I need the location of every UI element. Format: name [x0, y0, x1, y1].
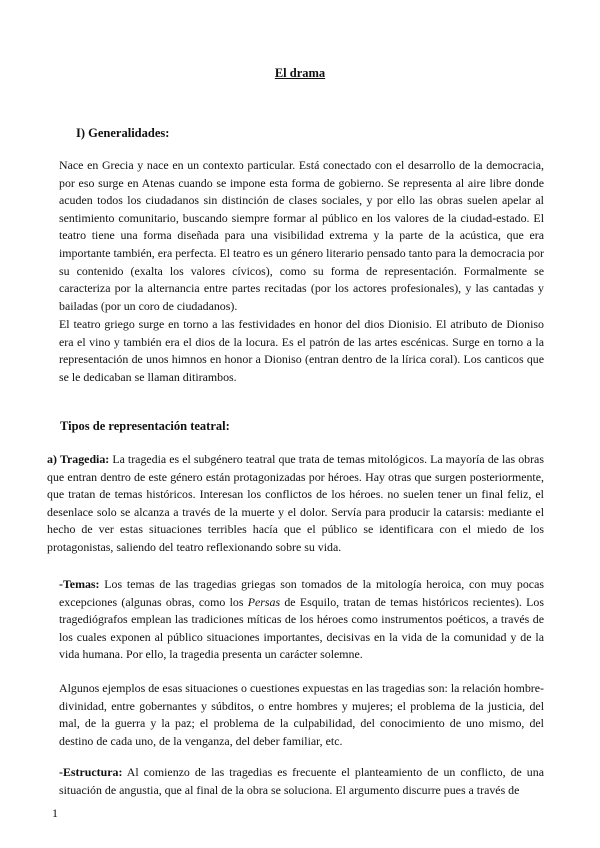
section-heading-generalidades: I) Generalidades:: [76, 126, 170, 140]
list-marker: a): [47, 452, 57, 466]
estructura-text: Al comienzo de las tragedias es frecuente el planteamiento de un conflicto, de una situación de angustia, que al final de la obra se soluciona. El argumento discurre pues a través de: [59, 765, 544, 797]
temas-text-1: Los temas de las tragedias griegas son tomados de la mitología heroica, con muy pocas excepciones (algunas obras, como los: [59, 577, 544, 609]
list-item-tragedia: [47, 451, 544, 557]
term-estructura: -Estructura:: [59, 765, 123, 779]
title-persas: Persas: [247, 594, 281, 609]
section-heading-tipos: Tipos de representación teatral:: [60, 419, 230, 433]
paragraph-origen: Nace en Grecia y nace en un contexto particular. Está conectado con el desarrollo de la democracia, por eso surge en Atenas cuando se impone esta forma de gobierno. Se representa al aire libre donde acuden todos los ciudadanos sin distinción de clases sociales, y por ello las obras suelen apelar al sentimiento comunitario, buscando siempre formar al público en los valores de la ciudad-estado. El teatro tiene una forma diseñada para una visibilidad extrema y la parte de la acústica, que era importante también, era perfecta. El teatro es un género literario pensado tanto para la democracia por su contenido (exalta los valores cívicos), como su forma de representación. Formalmente se caracteriza por la alternancia entre partes recitadas (por los actores profesionales), y las cantadas y bailadas (por un coro de ciudadanos).: [59, 158, 544, 313]
term-tragedia: Tragedia:: [59, 452, 110, 466]
paragraph-dioniso: El teatro griego surge en torno a las festividades en honor del dios Dionisio. El atributo de Dioniso era el vino y también era el dios de la locura. Es el patrón de las artes escénicas. Surge en torno a la representación de unos himnos en honor a Dioniso (entran dentro de la lírica coral). Los canticos que se le dedicaban se llaman ditirambos.: [59, 317, 544, 384]
tragedia-text: La tragedia es el subgénero teatral que trata de temas mitológicos. La mayoría de las obras que entran dentro de este género están protagonizadas por héroes. Hay otras que surgen posteriormente, que tratan de temas históricos. Interesan los conflictos de los héroes. no suelen tener un final feliz, el desenlace solo se alcanza a través de la muerte y el dolor. Servía para producir la catarsis: mediante el hecho de ver estas situaciones terribles hacía que el público se identificara con el miedo de los protagonistas, saliendo del teatro reflexionando sobre su vida.: [47, 452, 544, 554]
temas-text-2: de Esquilo, tratan de temas históricos recientes). Los tragediógrafos emplean las tradiciones míticas de los héroes como instrumentos poéticos, a través de los cuales exponen al público situaciones importantes, decisivas en la vida de la comunidad y de la vida humana. Por ello, la tragedia presenta un carácter solemne.: [59, 594, 544, 662]
paragraph-temas: [59, 576, 544, 664]
term-temas: -Temas:: [59, 577, 100, 591]
paragraph-ejemplos: Algunos ejemplos de esas situaciones o cuestiones expuestas en las tragedias son: la relación hombre-divinidad, entre gobernantes y súbditos, o entre hombres y mujeres; el problema de la justicia, del mal, de la guerra y la paz; el problema de la culpabilidad, del conocimiento de uno mismo, del destino de cada uno, de la venganza, del deber familiar, etc.: [59, 681, 544, 748]
page-number: 1: [52, 806, 58, 820]
page-title: El drama: [274, 66, 326, 80]
paragraph-estructura: [59, 764, 544, 799]
